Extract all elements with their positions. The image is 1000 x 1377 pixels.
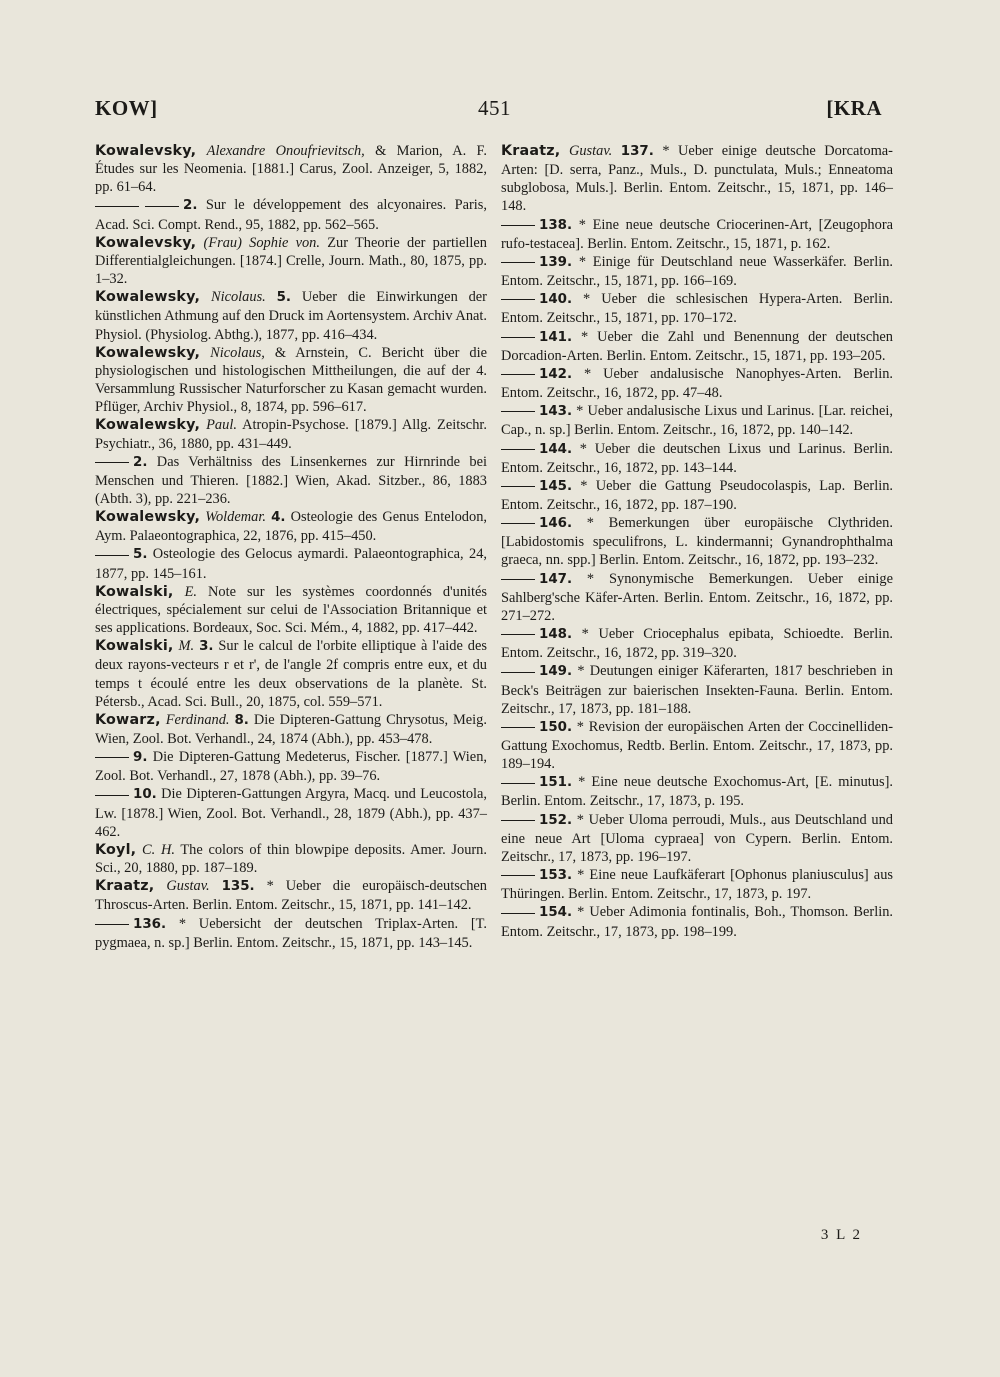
entry-number: 138. (539, 217, 573, 233)
entry-given-name: Woldemar. (205, 509, 266, 526)
entry-given-name: Nicolaus. (211, 289, 266, 306)
left-column (95, 142, 487, 952)
entry-author: Kowalski, (95, 583, 174, 600)
entry-number: 5. (133, 547, 148, 563)
ditto-rule (501, 579, 535, 580)
bibliography-entry (501, 773, 893, 810)
bibliography-entry (501, 142, 893, 216)
entry-author: Kraatz, (95, 878, 155, 895)
bibliography-entry (95, 877, 487, 914)
ditto-rule (145, 206, 179, 207)
entry-text: * Ueber die Gattung Pseudocolaspis, Lap. Berlin. Entom. Zeitschr., 16, 1872, pp. 187–190. (501, 477, 893, 513)
entry-number: 3. (199, 639, 214, 655)
entry-text: * Eine neue deutsche Exochomus-Art, [E. minutus]. Berlin. Entom. Zeitschr., 17, 1873, p. 195. (501, 774, 893, 810)
ditto-rule (95, 924, 129, 925)
entry-text: * Ueber Uloma perroudi, Muls., aus Deutschland und eine neue Art [Uloma cypraea] von Cypern. Berlin. Entom. Zeitschr., 17, 1873, pp. 196–197. (501, 811, 893, 865)
ditto-rule (501, 411, 535, 412)
entry-text: * Deutungen einiger Käferarten, 1817 beschrieben in Beck's Beiträgen zur baierischen Insekten-Fauna. Berlin. Entom. Zeitschr., 17, 1873, pp. 181–188. (501, 663, 893, 717)
bibliography-entry (501, 365, 893, 402)
ditto-rule (501, 875, 535, 876)
bibliography-entry (95, 453, 487, 508)
bibliography-entry (501, 866, 893, 903)
entry-author: Kowalski, (95, 638, 174, 655)
entry-number: 136. (133, 916, 167, 932)
bibliography-entry (95, 841, 487, 877)
entry-text: * Revision der europäischen Arten der Coccinelliden-Gattung Exochomus, Redtb. Berlin. Entom. Zeitschr., 17, 1873, pp. 189–194. (501, 718, 893, 773)
entry-text: Die Dipteren-Gattung Medeterus, Fischer. [1877.] Wien, Zool. Bot. Verhandl., 27, 1878 (Abh.), pp. 39–76. (95, 749, 487, 785)
ditto-rule (501, 262, 535, 263)
entry-author: Kowarz, (95, 711, 161, 728)
bibliography-entry (501, 402, 893, 439)
ditto-rule (95, 795, 129, 796)
entry-given-name: C. H. (142, 841, 175, 858)
entry-number: 137. (620, 144, 654, 159)
entry-number: 135. (221, 879, 255, 895)
ditto-rule (501, 820, 535, 821)
entry-text: * Ueber andalusische Lixus und Larinus. [Lar. reichei, Cap., n. sp.] Berlin. Entom. Zeitschr., 16, 1872, pp. 140–142. (501, 403, 893, 439)
bibliography-entry (95, 915, 487, 952)
entry-given-name: Gustav. (166, 878, 210, 895)
ditto-rule (501, 783, 535, 784)
entry-number: 140. (539, 292, 573, 308)
entry-number: 9. (133, 750, 148, 766)
bibliography-entry (95, 142, 487, 196)
entry-text: Ueber die Einwirkungen der künstlichen Athmung auf den Druck im Aortensystem. Archiv Anat. Physiol. (Physiolog. Abthg.), 1877, pp. 416–434. (95, 289, 487, 343)
entry-author: Kowalewsky, (95, 289, 201, 306)
entry-text: * Synonymische Bemerkungen. Ueber einige Sahlberg'sche Käfer-Arten. Berlin. Entom. Zeitschr., 16, 1872, pp. 271–272. (501, 570, 893, 624)
bibliography-entry (501, 514, 893, 569)
entry-number: 142. (539, 366, 573, 382)
entry-text: Osteologie des Gelocus aymardi. Palaeontographica, 24, 1877, pp. 145–161. (95, 546, 487, 582)
bibliography-entry (95, 637, 487, 711)
page-number: 451 (478, 96, 511, 120)
bibliography-entry (501, 290, 893, 327)
entry-text: * Ueber Adimonia fontinalis, Boh., Thomson. Berlin. Entom. Zeitschr., 17, 1873, pp. 198–199. (501, 904, 893, 940)
entry-text: * Ueber die schlesischen Hypera-Arten. Berlin. Entom. Zeitschr., 15, 1871, pp. 170–172. (501, 291, 893, 327)
entry-number: 152. (539, 812, 573, 828)
signature-mark: 3 L 2 (820, 1227, 862, 1243)
ditto-rule (501, 523, 535, 524)
entry-number: 150. (539, 719, 573, 735)
entry-text: * Bemerkungen über europäische Clythriden. [Labidostomis speculifrons, L. kindermanni; Gynandrophthalma graeca, nn. spp.] Berlin. Entom. Zeitschr., 16, 1872, pp. 193–232. (501, 515, 893, 569)
bibliography-entry (95, 748, 487, 785)
entry-number: 2. (183, 198, 198, 214)
bibliography-entry (501, 625, 893, 662)
entry-number: 4. (271, 510, 286, 526)
entry-given-name: M. (178, 638, 195, 655)
bibliography-entry (501, 328, 893, 365)
entry-number: 153. (539, 868, 573, 884)
ditto-rule (501, 374, 535, 375)
bibliography-entry (95, 508, 487, 545)
entry-text: Das Verhältniss des Linsenkernes zur Hirnrinde bei Menschen und Thieren. [1882.] Wien, Akad. Sitzber., 86, 1883 (Abth. 3), pp. 221–236. (95, 453, 487, 507)
ditto-rule (501, 913, 535, 914)
ditto-rule (95, 206, 139, 207)
entry-text: * Ueber andalusische Nanophyes-Arten. Berlin. Entom. Zeitschr., 16, 1872, pp. 47–48. (501, 365, 893, 402)
entry-number: 5. (276, 290, 292, 306)
ditto-rule (501, 225, 535, 226)
bibliography-entry (501, 216, 893, 253)
entry-given-name: Paul. (206, 417, 237, 434)
bibliography-entry (95, 196, 487, 233)
entry-number: 139. (539, 254, 573, 270)
ditto-rule (501, 672, 535, 673)
entry-given-name: Nicolaus, (210, 344, 265, 361)
entry-number: 2. (133, 454, 148, 470)
entry-author: Kowalewsky, (95, 417, 201, 434)
ditto-rule (95, 462, 129, 463)
entry-number: 148. (539, 627, 573, 643)
entry-text: * Ueber die Zahl und Benennung der deutschen Dorcadion-Arten. Berlin. Entom. Zeitschr., 15, 1871, pp. 193–205. (501, 328, 893, 364)
ditto-rule (501, 337, 535, 338)
entry-text: * Uebersicht der deutschen Triplax-Arten. [T. pygmaea, n. sp.] Berlin. Entom. Zeitschr., 15, 1871, pp. 143–145. (95, 915, 487, 951)
entry-text: Osteologie des Genus Entelodon, Aym. Palaeontographica, 22, 1876, pp. 415–450. (95, 509, 487, 545)
entry-text: Die Dipteren-Gattung Chrysotus, Meig. Wien, Zool. Bot. Verhandl., 24, 1874 (Abh.), pp. 453–478. (95, 711, 487, 747)
entry-given-name: Alexandre Onoufrievitsch, (206, 143, 365, 159)
bibliography-entry (501, 662, 893, 717)
entry-text: Zur Theorie der partiellen Differentialgleichungen. [1874.] Crelle, Journ. Math., 80, 1875, pp. 1–32. (95, 234, 487, 288)
entry-author: Kowalewsky, (95, 344, 201, 361)
ditto-rule (95, 757, 129, 758)
running-head-right: [KRA (826, 96, 882, 120)
entry-author: Kowalevsky, (95, 234, 197, 251)
bibliography-entry (501, 440, 893, 477)
entry-number: 154. (539, 905, 573, 921)
entry-number: 146. (539, 516, 573, 532)
bibliography-entry (95, 416, 487, 452)
entry-text: Atropin-Psychose. [1879.] Allg. Zeitschr. Psychiatr., 36, 1880, pp. 431–449. (95, 417, 487, 452)
entry-author: Kraatz, (501, 143, 561, 159)
entry-text: * Einige für Deutschland neue Wasserkäfer. Berlin. Entom. Zeitschr., 15, 1871, pp. 166–169. (501, 253, 893, 290)
ditto-rule (501, 727, 535, 728)
entry-number: 145. (539, 478, 573, 494)
entry-given-name: Ferdinand. (165, 711, 230, 728)
entry-number: 147. (539, 571, 573, 587)
entry-text: & Arnstein, C. Bericht über die physiologischen und histologischen Mittheilungen, die auf der 4. Versammlung Russischer Naturforscher zu Kasan gemacht wurden. Pflüger, Archiv Physiol., 8, 1874, pp. 596–617. (95, 344, 487, 416)
entry-given-name: (Frau) Sophie von. (203, 234, 320, 251)
bibliography-entry (501, 253, 893, 290)
running-head-left: KOW] (95, 96, 158, 120)
entry-text: * Ueber die europäisch-deutschen Throscus-Arten. Berlin. Entom. Zeitschr., 15, 1871, pp. 141–142. (95, 878, 487, 914)
entry-number: 144. (539, 441, 573, 457)
bibliography-entry (501, 718, 893, 773)
entry-given-name: E. (184, 583, 197, 600)
right-column (501, 142, 893, 941)
bibliography-entry (95, 288, 487, 343)
entry-number: 10. (133, 787, 157, 803)
entry-text: & Marion, A. F. Études sur les Neomenia. [1881.] Carus, Zool. Anzeiger, 5, 1882, pp. 61–64. (95, 143, 488, 196)
bibliography-entry (501, 570, 893, 625)
entry-author: Koyl, (95, 841, 137, 858)
ditto-rule (501, 299, 535, 300)
entry-number: 141. (539, 329, 573, 345)
ditto-rule (501, 486, 535, 487)
entry-text: * Ueber einige deutsche Dorcatoma-Arten: [D. serra, Panz., Muls., D. punctulata, Muls.; Enneatoma subglobosa, Muls.]. Berlin. Entom. Zeitschr., 15, 1871, pp. 146–148. (501, 143, 893, 215)
entry-author: Kowalevsky, (95, 143, 197, 159)
ditto-rule (95, 555, 129, 556)
bibliography-entry (95, 344, 487, 417)
entry-text: * Ueber die deutschen Lixus und Larinus. Berlin. Entom. Zeitschr., 16, 1872, pp. 143–144. (501, 440, 893, 476)
ditto-rule (501, 449, 535, 450)
entry-number: 143. (539, 404, 573, 420)
bibliography-entry (95, 583, 487, 637)
bibliography-entry (501, 811, 893, 866)
bibliography-entry (501, 903, 893, 940)
entry-number: 8. (234, 712, 249, 728)
entry-text: The colors of thin blowpipe deposits. Amer. Journ. Sci., 20, 1880, pp. 187–189. (95, 841, 487, 877)
entry-text: * Eine neue deutsche Criocerinen-Art, [Zeugophora rufo-testacea]. Berlin. Entom. Zeitschr., 15, 1871, p. 162. (501, 216, 893, 252)
entry-author: Kowalewsky, (95, 509, 201, 526)
bibliography-entry (95, 711, 487, 748)
entry-given-name: Gustav. (568, 143, 613, 159)
entry-number: 149. (539, 664, 573, 680)
entry-text: Sur le développement des alcyonaires. Paris, Acad. Sci. Compt. Rend., 95, 1882, pp. 562–565. (95, 197, 487, 233)
entry-text: Sur le calcul de l'orbite elliptique à l'aide des deux rayons-vecteurs r et r', de l'angle 2f compris entre eux, et du temps t écoulé entre les deux observations de la planète. St. Pétersb., Acad. Sci. Bull., 20, 1875, col. 559–571. (95, 638, 487, 710)
entry-number: 151. (539, 775, 573, 791)
bibliography-entry (95, 785, 487, 840)
bibliography-entry (501, 477, 893, 514)
entry-text: Die Dipteren-Gattungen Argyra, Macq. und Leucostola, Lw. [1878.] Wien, Zool. Bot. Verhandl., 28, 1879 (Abh.), pp. 437–462. (95, 786, 487, 840)
entry-text: * Eine neue Laufkäferart [Ophonus planiusculus] aus Thüringen. Berlin. Entom. Zeitschr., 17, 1873, p. 197. (501, 867, 893, 903)
bibliography-entry (95, 234, 487, 288)
ditto-rule (501, 634, 535, 635)
entry-text: Note sur les systèmes coordonnés d'unités électriques, spécialement sur celui de l'Association Britannique et ses applications. Bordeaux, Soc. Sci. Mém., 4, 1882, pp. 417–442. (95, 583, 488, 637)
bibliography-entry (95, 545, 487, 582)
entry-text: * Ueber Criocephalus epibata, Schioedte. Berlin. Entom. Zeitschr., 16, 1872, pp. 319–320. (501, 626, 893, 662)
